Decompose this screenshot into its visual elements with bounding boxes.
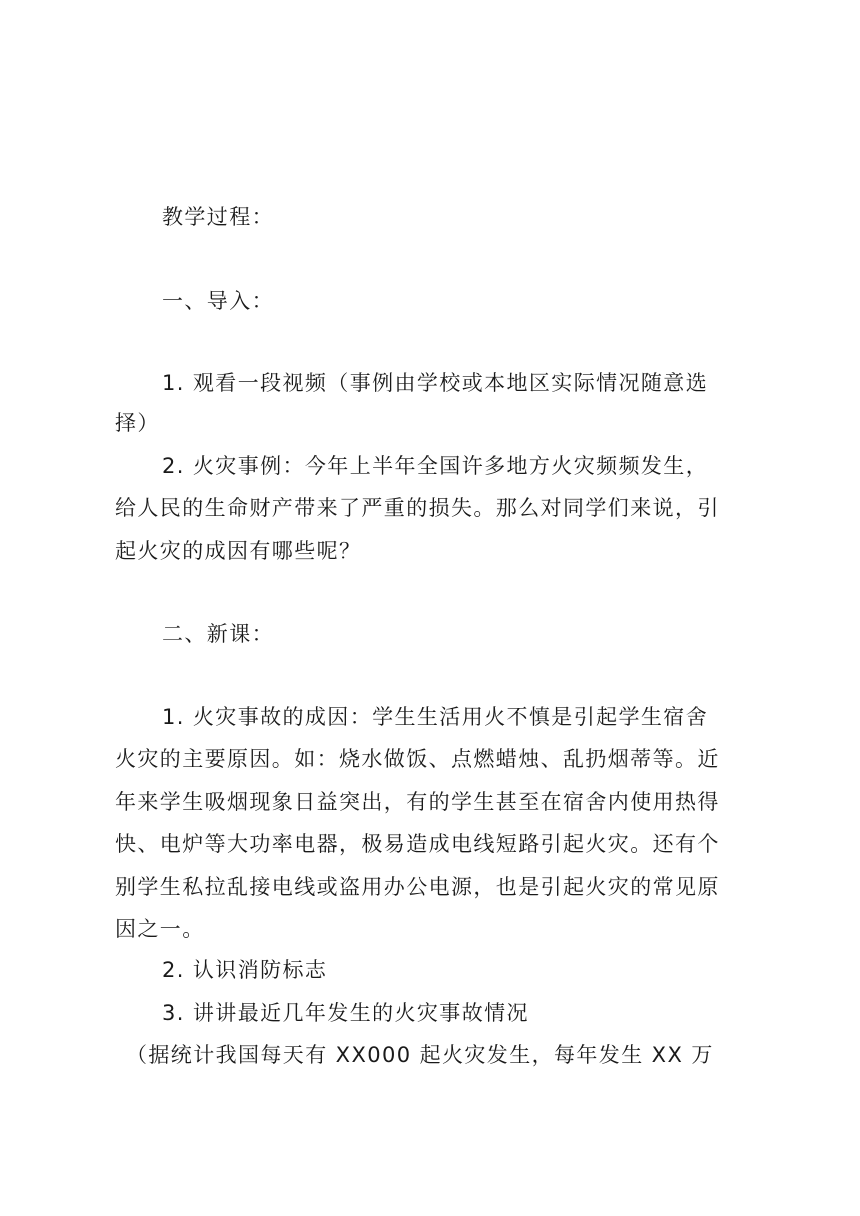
newlesson-item3: 3. 讲讲最近几年发生的火灾事故情况: [162, 1001, 529, 1025]
intro-item1-line1: 1. 观看一段视频（事例由学校或本地区实际情况随意选: [162, 371, 709, 395]
statistics-note-line1: （据统计我国每天有 XX000 起火灾发生，每年发生 XX 万: [126, 1043, 714, 1067]
newlesson-item1-line1: 1. 火灾事故的成因：学生生活用火不慎是引起学生宿舍: [162, 705, 709, 729]
intro-item2-line3: 起火灾的成因有哪些呢？: [115, 539, 362, 563]
intro-item1-line2: 择）: [115, 411, 160, 435]
newlesson-item1-line2: 火灾的主要原因。如：烧水做饭、点燃蜡烛、乱扔烟蒂等。近: [115, 747, 720, 771]
section-newlesson-title: 二、新课：: [162, 622, 274, 646]
intro-item2-line1: 2. 火灾事例：今年上半年全国许多地方火灾频频发生，: [162, 454, 709, 478]
newlesson-item1-line5: 别学生私拉乱接电线或盗用办公电源，也是引起火灾的常见原: [115, 875, 720, 899]
newlesson-item1-line3: 年来学生吸烟现象日益突出，有的学生甚至在宿舍内使用热得: [115, 790, 720, 814]
section-intro-title: 一、导入：: [162, 289, 274, 313]
newlesson-item2: 2. 认识消防标志: [162, 958, 328, 982]
teaching-process-heading: 教学过程：: [162, 205, 274, 229]
newlesson-item1-line6: 因之一。: [115, 917, 205, 941]
intro-item2-line2: 给人民的生命财产带来了严重的损失。那么对同学们来说，引: [115, 496, 720, 520]
newlesson-item1-line4: 快、电炉等大功率电器，极易造成电线短路引起火灾。还有个: [115, 832, 720, 856]
